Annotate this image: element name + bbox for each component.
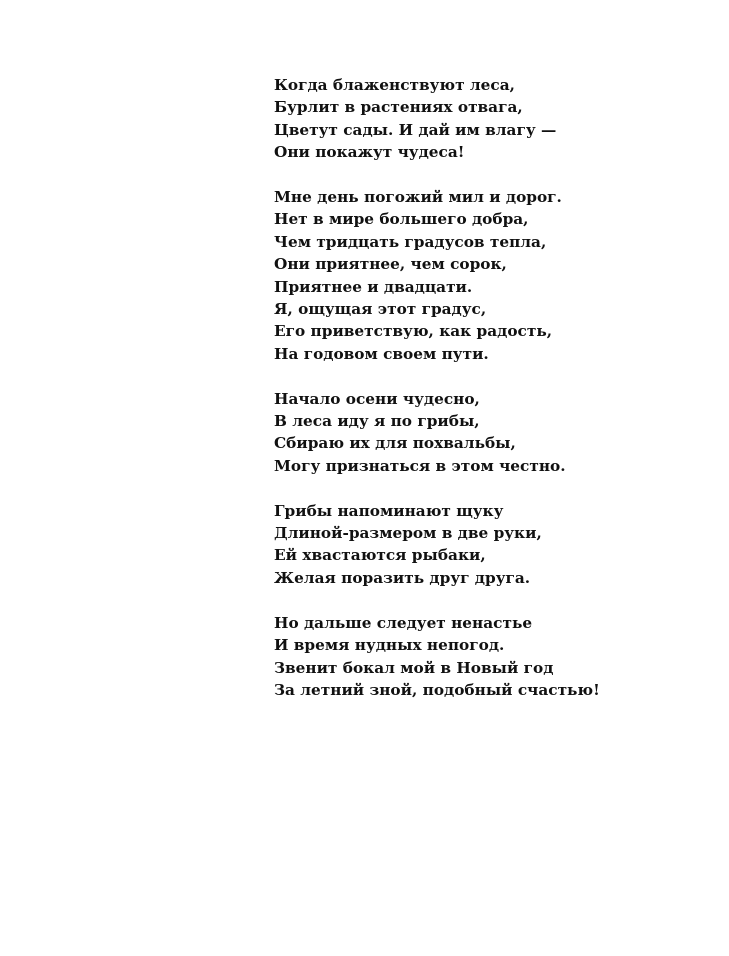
stanza-1 — [274, 74, 714, 164]
poem-line: Ей хвастаются рыбаки, — [274, 546, 486, 565]
poem-line: Длиной-размером в две руки, — [274, 524, 542, 543]
poem-line: Звенит бокал мой в Новый год — [274, 658, 554, 677]
poem-line: Но дальше следует ненастье — [274, 613, 533, 632]
poem-line: Цветут сады. И дай им влагу — — [274, 120, 557, 139]
poem-line: Я, ощущая этот градус, — [274, 300, 487, 319]
stanza-5 — [274, 612, 714, 702]
stanza-4 — [274, 500, 714, 590]
poem-line: Его приветствую, как радость, — [274, 322, 553, 341]
poem-line: Бурлит в растениях отвага, — [274, 98, 523, 117]
stanza-2 — [274, 186, 714, 365]
poem-text — [274, 74, 714, 701]
poem-line: Сбираю их для похвальбы, — [274, 434, 516, 453]
poem-line: Грибы напоминают щуку — [274, 501, 504, 520]
poem-line: Желая поразить друг друга. — [274, 568, 531, 587]
poem-line: Начало осени чудесно, — [274, 389, 480, 408]
poem-line: Чем тридцать градусов тепла, — [274, 232, 547, 251]
poem-line: Нет в мире большего добра, — [274, 210, 529, 229]
poem-line: Они покажут чудеса! — [274, 143, 465, 162]
stanza-3 — [274, 388, 714, 478]
poem-line: Могу признаться в этом честно. — [274, 456, 566, 475]
poem-line: За летний зной, подобный счастью! — [274, 680, 600, 699]
poem-line: На годовом своем пути. — [274, 344, 489, 363]
poem-line: Мне день погожий мил и дорог. — [274, 188, 562, 207]
poem-line: Приятнее и двадцати. — [274, 277, 473, 296]
poem-line: И время нудных непогод. — [274, 636, 505, 655]
poem-line: В леса иду я по грибы, — [274, 412, 480, 431]
poem-line: Они приятнее, чем сорок, — [274, 255, 507, 274]
poem-line: Когда блаженствуют леса, — [274, 76, 515, 94]
